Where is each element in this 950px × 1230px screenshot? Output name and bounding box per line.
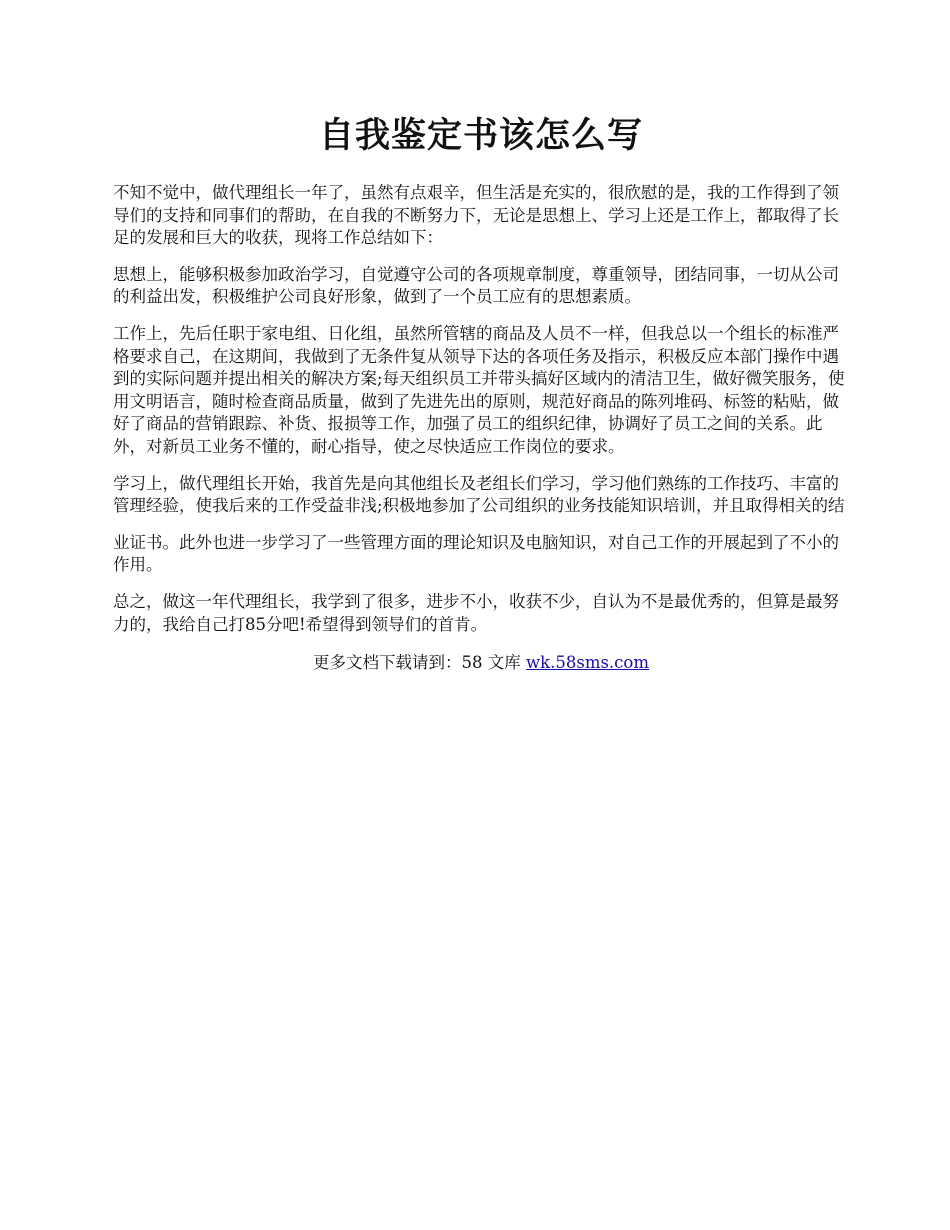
document-title: 自我鉴定书该怎么写	[318, 115, 643, 156]
footer-link[interactable]: wk.58sms.com	[525, 653, 649, 673]
paragraph-study: 学习上，做代理组长开始，我首先是向其他组长及老组长们学习，学习他们熟练的工作技巧、丰富的管理经验，使我后来的工作受益非浅;积极地参加了公司组织的业务技能知识培训，并且取得相关的结	[113, 473, 845, 516]
document-page	[113, 112, 849, 674]
footer-prefix: 更多文档下载请到：58 文库	[312, 653, 526, 673]
paragraph-intro: 不知不觉中，做代理组长一年了，虽然有点艰辛，但生活是充实的，很欣慰的是，我的工作得到了领导们的支持和同事们的帮助，在自我的不断努力下，无论是思想上、学习上还是工作上，都取得了长足的发展和巨大的收获，现将工作总结如下：	[113, 183, 839, 248]
paragraph-work: 工作上，先后任职于家电组、日化组，虽然所管辖的商品及人员不一样，但我总以一个组长的标准严格要求自己，在这期间，我做到了无条件复从领导下达的各项任务及指示，积极反应本部门操作中遇到的实际问题并提出相关的解决方案;每天组织员工并带头搞好区域内的清洁卫生，做好微笑服务，使用文明语言，随时检查商品质量，做到了先进先出的原则，规范好商品的陈列堆码、标签的粘贴，做好了商品的营销跟踪、补货、报损等工作，加强了员工的组织纪律，协调好了员工之间的关系。此外，对新员工业务不懂的，耐心指导，使之尽快适应工作岗位的要求。	[113, 323, 845, 456]
paragraph-study-continued: 业证书。此外也进一步学习了一些管理方面的理论知识及电脑知识，对自己工作的开展起到了不小的作用。	[113, 532, 839, 575]
paragraph-summary: 总之，做这一年代理组长，我学到了很多，进步不小，收获不少，自认为不是最优秀的，但算是最努力的，我给自己打85分吧!希望得到领导们的首肯。	[113, 591, 839, 634]
download-footer	[113, 652, 849, 674]
paragraph-thinking: 思想上，能够积极参加政治学习，自觉遵守公司的各项规章制度，尊重领导，团结同事，一切从公司的利益出发，积极维护公司良好形象，做到了一个员工应有的思想素质。	[113, 264, 839, 307]
